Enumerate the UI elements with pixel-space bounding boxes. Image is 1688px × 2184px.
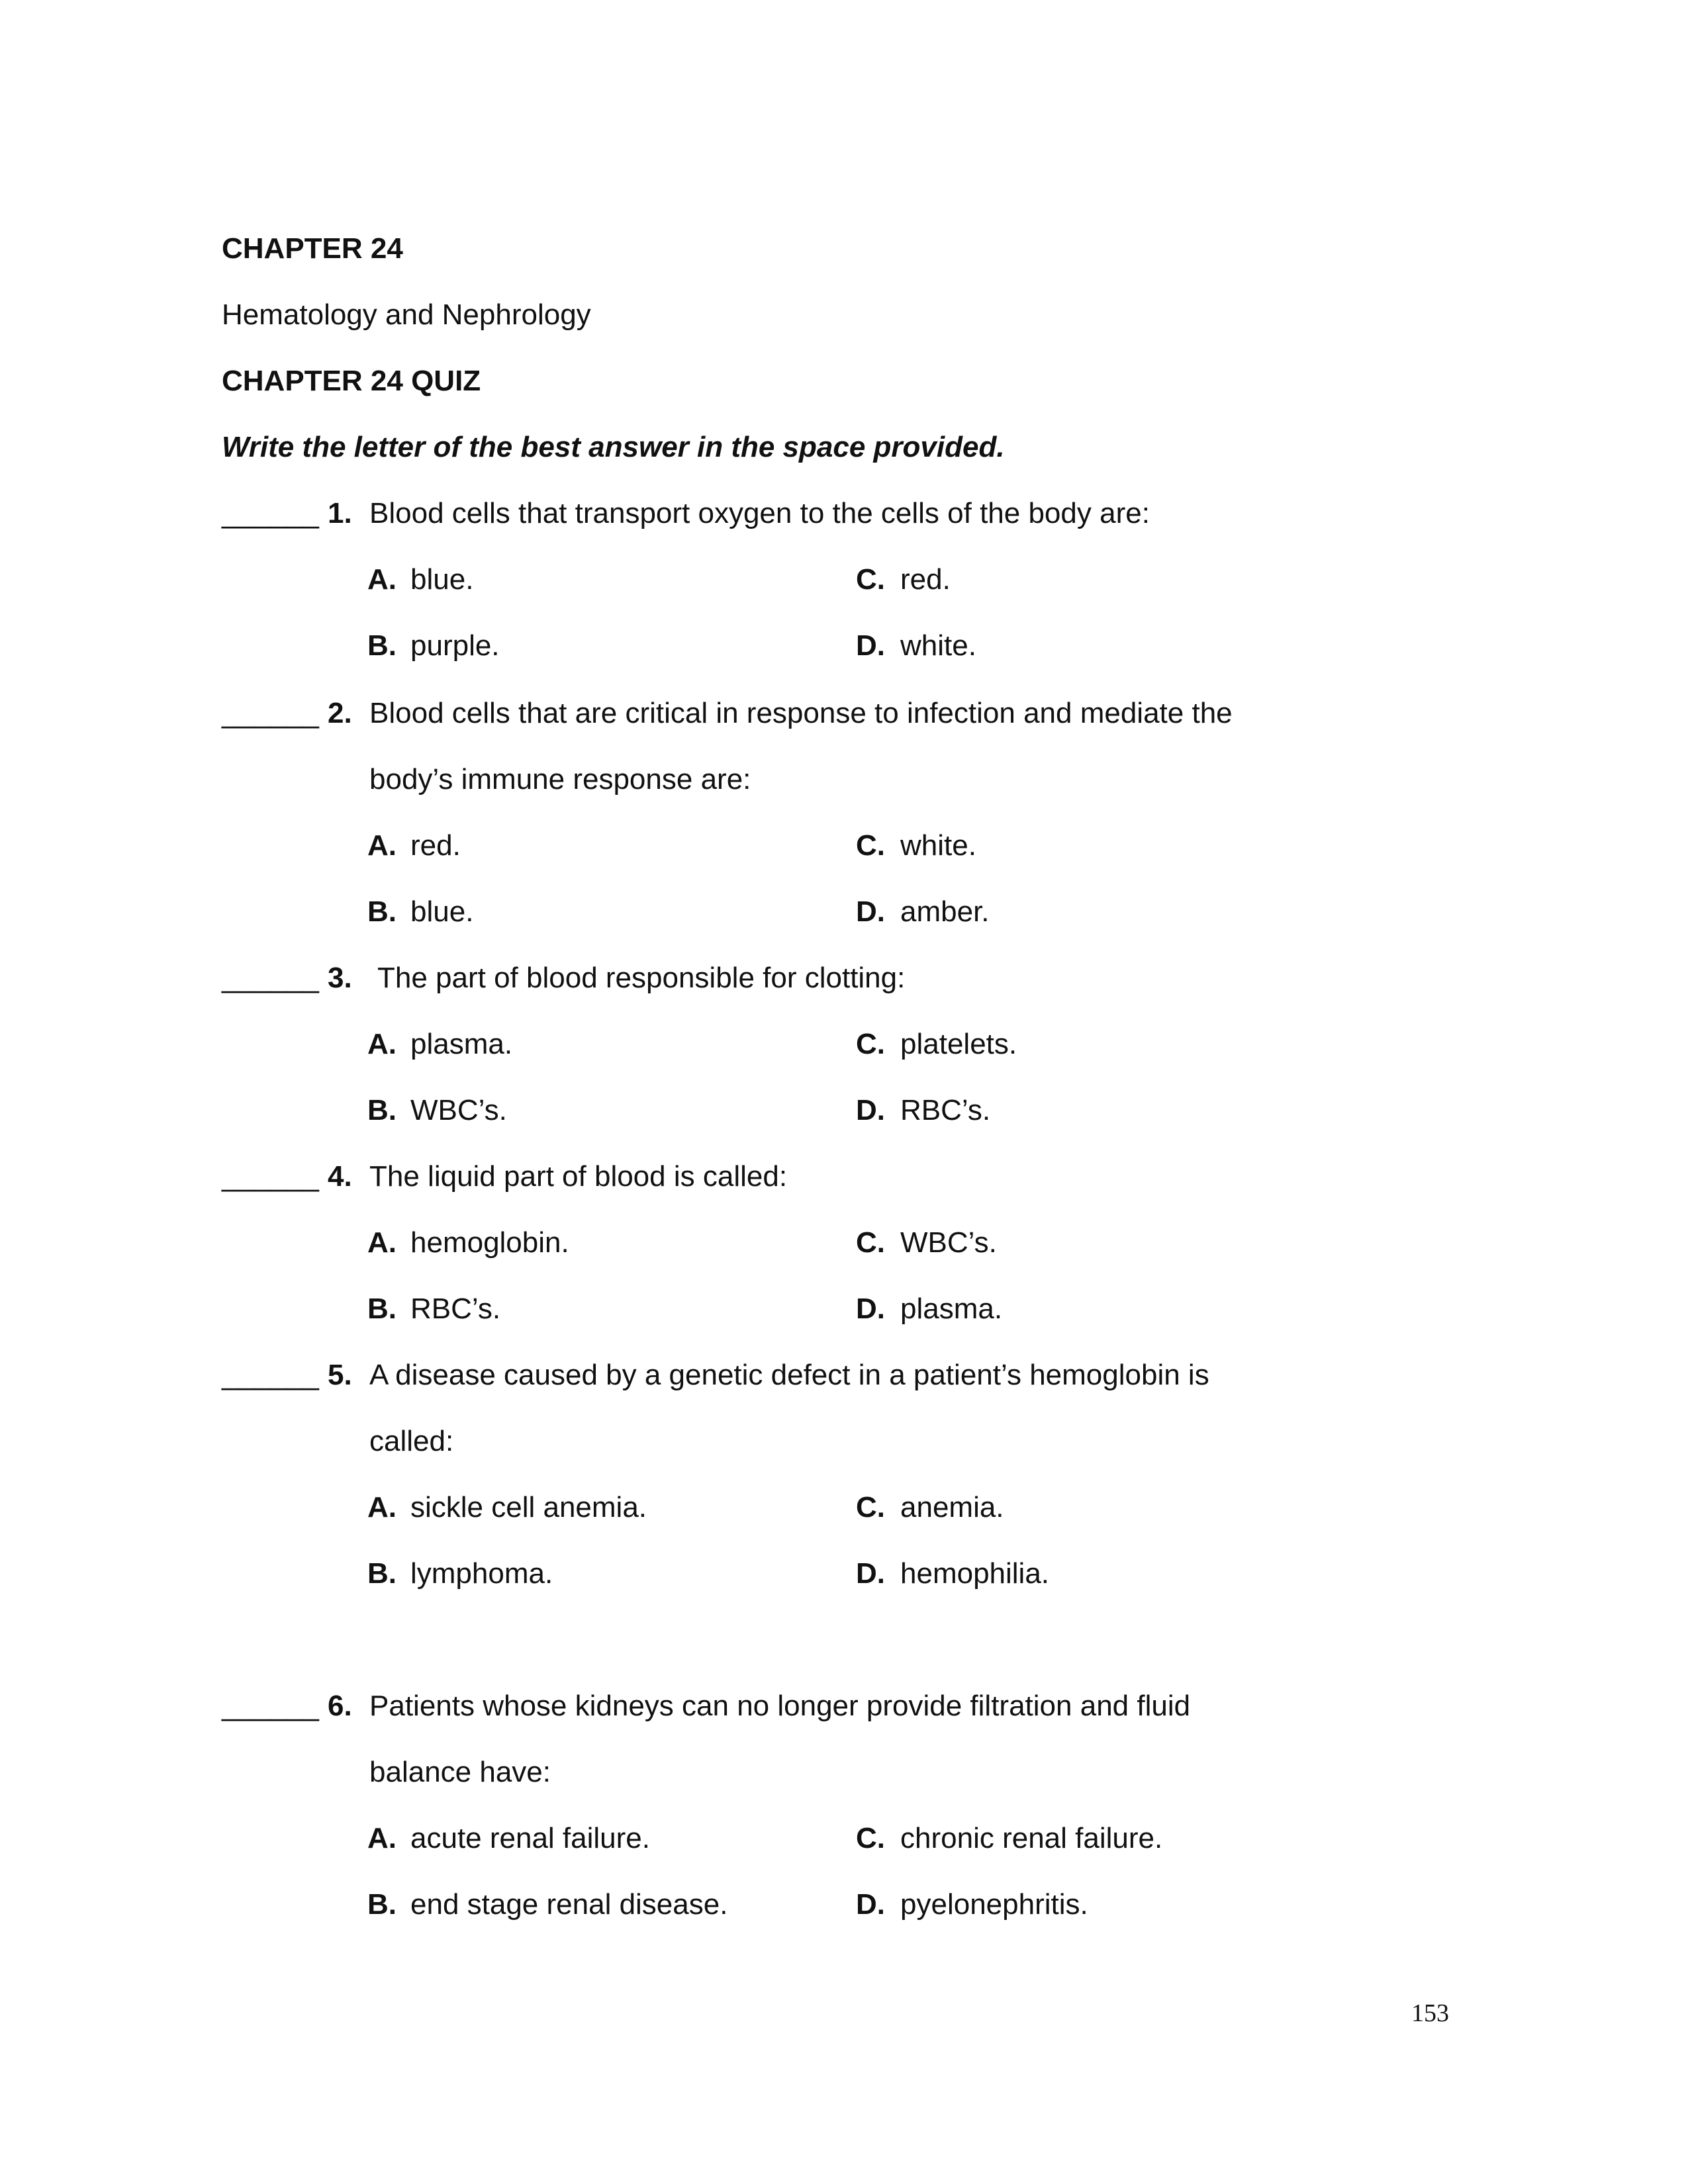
option-letter-2b: B. bbox=[367, 895, 397, 928]
option-text-6c: chronic renal failure. bbox=[900, 1822, 1163, 1854]
option-letter-6c: C. bbox=[856, 1822, 885, 1854]
question-number-6: 6. bbox=[328, 1690, 352, 1722]
question-text-6-line-2: balance have: bbox=[369, 1756, 551, 1788]
option-letter-3b: B. bbox=[367, 1094, 397, 1126]
chapter-heading: CHAPTER 24 bbox=[222, 232, 403, 265]
option-letter-6a: A. bbox=[367, 1822, 397, 1854]
option-text-6b: end stage renal disease. bbox=[410, 1888, 728, 1921]
option-text-6d: pyelonephritis. bbox=[900, 1888, 1088, 1921]
option-text-4b: RBC’s. bbox=[410, 1293, 501, 1325]
option-letter-4b: B. bbox=[367, 1293, 397, 1325]
answer-blank-5[interactable]: ______ bbox=[222, 1359, 319, 1391]
question-text-3: The part of blood responsible for clotting: bbox=[377, 962, 906, 994]
option-text-2b: blue. bbox=[410, 895, 474, 928]
question-text-5-line-1: A disease caused by a genetic defect in a patient’s hemoglobin is bbox=[369, 1359, 1209, 1391]
answer-blank-4[interactable]: ______ bbox=[222, 1160, 319, 1193]
option-letter-2a: A. bbox=[367, 829, 397, 862]
option-text-1a: blue. bbox=[410, 563, 474, 596]
option-text-5d: hemophilia. bbox=[900, 1557, 1050, 1590]
option-text-5a: sickle cell anemia. bbox=[410, 1491, 647, 1524]
option-text-4c: WBC’s. bbox=[900, 1226, 997, 1259]
quiz-title: CHAPTER 24 QUIZ bbox=[222, 365, 481, 397]
question-number-5: 5. bbox=[328, 1359, 352, 1391]
question-number-4: 4. bbox=[328, 1160, 352, 1193]
answer-blank-6[interactable]: ______ bbox=[222, 1690, 319, 1722]
option-letter-2d: D. bbox=[856, 895, 885, 928]
question-text-6-line-1: Patients whose kidneys can no longer provide filtration and fluid bbox=[369, 1690, 1191, 1722]
option-text-4a: hemoglobin. bbox=[410, 1226, 569, 1259]
option-letter-4c: C. bbox=[856, 1226, 885, 1259]
option-text-2a: red. bbox=[410, 829, 461, 862]
question-text-1: Blood cells that transport oxygen to the cells of the body are: bbox=[369, 497, 1150, 529]
question-text-4: The liquid part of blood is called: bbox=[369, 1160, 788, 1193]
option-letter-1a: A. bbox=[367, 563, 397, 596]
option-letter-3c: C. bbox=[856, 1028, 885, 1060]
question-text-2-line-1: Blood cells that are critical in response to infection and mediate the bbox=[369, 697, 1233, 729]
option-letter-6d: D. bbox=[856, 1888, 885, 1921]
option-text-1c: red. bbox=[900, 563, 951, 596]
option-text-3a: plasma. bbox=[410, 1028, 513, 1060]
answer-blank-3[interactable]: ______ bbox=[222, 962, 319, 994]
option-text-6a: acute renal failure. bbox=[410, 1822, 650, 1854]
page-number: 153 bbox=[1411, 1999, 1449, 2027]
option-text-4d: plasma. bbox=[900, 1293, 1003, 1325]
option-text-1d: white. bbox=[900, 629, 976, 662]
question-text-2-line-2: body’s immune response are: bbox=[369, 763, 751, 796]
option-letter-5b: B. bbox=[367, 1557, 397, 1590]
answer-blank-1[interactable]: ______ bbox=[222, 497, 319, 529]
question-text-5-line-2: called: bbox=[369, 1425, 454, 1457]
chapter-subtitle: Hematology and Nephrology bbox=[222, 298, 591, 331]
option-letter-5c: C. bbox=[856, 1491, 885, 1524]
answer-blank-2[interactable]: ______ bbox=[222, 697, 319, 729]
option-letter-1d: D. bbox=[856, 629, 885, 662]
question-number-1: 1. bbox=[328, 497, 352, 529]
option-letter-3a: A. bbox=[367, 1028, 397, 1060]
option-letter-1b: B. bbox=[367, 629, 397, 662]
option-letter-5a: A. bbox=[367, 1491, 397, 1524]
question-number-2: 2. bbox=[328, 697, 352, 729]
option-text-1b: purple. bbox=[410, 629, 500, 662]
option-text-2d: amber. bbox=[900, 895, 990, 928]
option-text-5b: lymphoma. bbox=[410, 1557, 553, 1590]
option-text-3b: WBC’s. bbox=[410, 1094, 507, 1126]
option-text-3c: platelets. bbox=[900, 1028, 1017, 1060]
question-number-3: 3. bbox=[328, 962, 352, 994]
option-letter-2c: C. bbox=[856, 829, 885, 862]
option-letter-3d: D. bbox=[856, 1094, 885, 1126]
option-text-3d: RBC’s. bbox=[900, 1094, 991, 1126]
option-letter-4a: A. bbox=[367, 1226, 397, 1259]
option-text-5c: anemia. bbox=[900, 1491, 1004, 1524]
option-letter-1c: C. bbox=[856, 563, 885, 596]
option-text-2c: white. bbox=[900, 829, 976, 862]
option-letter-4d: D. bbox=[856, 1293, 885, 1325]
quiz-instructions: Write the letter of the best answer in the space provided. bbox=[222, 431, 1005, 463]
option-letter-5d: D. bbox=[856, 1557, 885, 1590]
option-letter-6b: B. bbox=[367, 1888, 397, 1921]
